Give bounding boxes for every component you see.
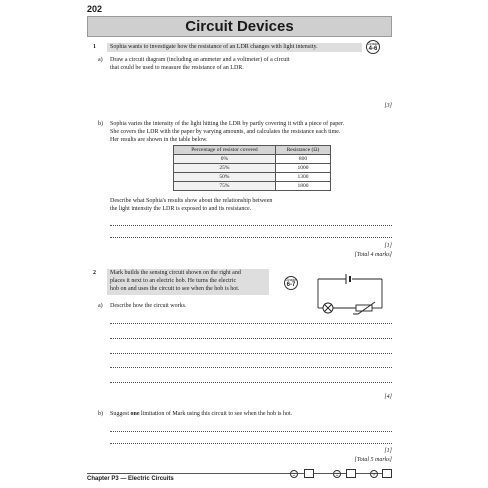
q2b-text xyxy=(110,410,292,419)
q1-total-marks: [Total 4 marks] xyxy=(354,252,392,258)
sensing-circuit-diagram xyxy=(312,270,390,318)
table-cell: 1300 xyxy=(275,173,330,182)
table-row xyxy=(174,155,331,164)
answer-line xyxy=(110,443,392,444)
grade-value: 4-6 xyxy=(368,46,378,52)
q1a-marks: [3] xyxy=(384,103,392,109)
q2b-marks: [1] xyxy=(384,448,392,454)
q1b-text-line-3: Her results are shown in the table below. xyxy=(110,137,208,143)
part-a-label: a) xyxy=(98,57,103,63)
table-cell: 50% xyxy=(174,173,276,182)
sad-face-icon xyxy=(290,470,298,478)
answer-line xyxy=(110,431,392,432)
chapter-footer: Chapter P3 — Electric Circuits xyxy=(87,476,174,482)
page-title: Circuit Devices xyxy=(185,18,294,35)
part-b-label: b) xyxy=(98,121,103,127)
table-header: Resistance (Ω) xyxy=(275,146,330,155)
answer-line xyxy=(110,367,392,368)
table-cell: 0% xyxy=(174,155,276,164)
answer-line xyxy=(110,237,392,238)
answer-line xyxy=(110,323,392,324)
page-number: 202 xyxy=(87,4,103,14)
grade-badge-q2 xyxy=(284,276,298,290)
q1b-marks: [1] xyxy=(384,243,392,249)
q1a-text-line-1: Draw a circuit diagram (including an ammeter and a voltmeter) of a circuit xyxy=(110,57,290,63)
confidence-tickbox[interactable] xyxy=(346,469,356,478)
q2b-text-emphasis: one xyxy=(130,411,140,417)
q2-stem-line-3: hob on and uses the circuit to see when the hob is hot. xyxy=(110,286,240,292)
q2b-text-pre: Suggest xyxy=(110,411,131,417)
grade-badge-q1 xyxy=(366,40,380,54)
happy-face-icon xyxy=(370,470,378,478)
q2-stem-line-1: Mark builds the sensing circuit shown on the right and xyxy=(110,270,241,276)
confidence-tickbox[interactable] xyxy=(304,469,314,478)
question-1-number: 1 xyxy=(93,44,96,50)
question-1-stem: Sophia wants to investigate how the resistance of an LDR changes with light intensity. xyxy=(110,44,318,50)
table-row xyxy=(174,164,331,173)
table-cell: 800 xyxy=(275,155,330,164)
q1b-text-line-1: Sophia varies the intensity of the light hitting the LDR by partly covering it with a piece of paper. xyxy=(110,121,345,127)
q1b-question-line-2: the light intensity the LDR is exposed to and its resistance. xyxy=(110,206,252,212)
results-table xyxy=(173,145,331,191)
answer-line xyxy=(110,382,392,383)
table-row xyxy=(174,173,331,182)
answer-line xyxy=(110,338,392,339)
table-header-row xyxy=(174,146,331,155)
table-header: Percentage of resistor covered xyxy=(174,146,276,155)
q2-stem-line-2: places it next to an electric hob. He turns the electric xyxy=(110,278,237,284)
grade-label: Grade xyxy=(285,277,297,282)
table-cell: 1800 xyxy=(275,182,330,191)
part-a-label: a) xyxy=(98,303,103,309)
grade-value: 6-7 xyxy=(286,282,296,288)
answer-line xyxy=(110,225,392,226)
grade-label: Grade xyxy=(367,41,379,46)
table-cell: 1000 xyxy=(275,164,330,173)
q2b-text-post: limitation of Mark using this circuit to see when the hob is hot. xyxy=(139,411,293,417)
table-cell: 25% xyxy=(174,164,276,173)
q1a-text-line-2: that could be used to measure the resistance of an LDR. xyxy=(110,65,244,71)
table-row xyxy=(174,182,331,191)
table-cell: 75% xyxy=(174,182,276,191)
part-b-label: b) xyxy=(98,411,103,417)
question-2-number: 2 xyxy=(93,270,96,276)
q2a-marks: [4] xyxy=(384,394,392,400)
answer-line xyxy=(110,353,392,354)
q1b-text-line-2: She covers the LDR with the paper by varying amounts, and calculates the resistance each time. xyxy=(110,129,341,135)
q1b-question-line-1: Describe what Sophia's results show about the relationship between xyxy=(110,198,273,204)
q2a-text: Describe how the circuit works. xyxy=(110,303,187,309)
q2-total-marks: [Total 5 marks] xyxy=(354,457,392,463)
confidence-tickbox[interactable] xyxy=(382,469,392,478)
neutral-face-icon xyxy=(333,470,341,478)
